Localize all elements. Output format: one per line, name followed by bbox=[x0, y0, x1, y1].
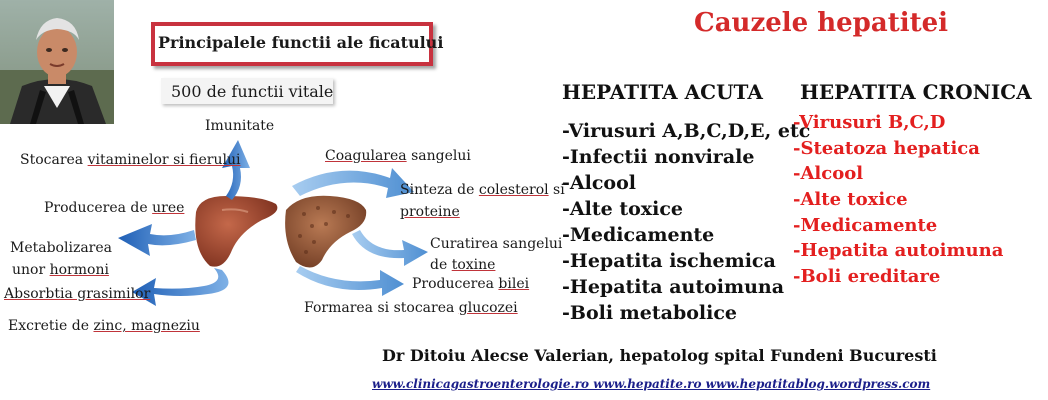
function-curatirea-underlined: toxine bbox=[451, 257, 496, 273]
function-absorbtia bbox=[4, 286, 150, 302]
list-item: -Hepatita autoimuna bbox=[793, 240, 1004, 262]
function-imunitate: Imunitate bbox=[205, 118, 275, 134]
function-producerea-bilei bbox=[412, 276, 529, 292]
website-links[interactable]: www.clinicagastroenterologie.ro www.hepatite.ro www.hepatitablog.wordpress.com bbox=[372, 377, 931, 391]
function-producerea-ureei bbox=[44, 200, 184, 216]
function-metabolizarea-underlined: hormoni bbox=[49, 262, 109, 278]
list-item: -Alte toxice bbox=[562, 198, 683, 220]
function-stocarea-underlined: vitaminelor si fierului bbox=[87, 152, 241, 168]
function-stocarea-pre: Stocarea bbox=[20, 152, 88, 168]
liver-left-icon bbox=[195, 196, 277, 267]
list-item: -Alcool bbox=[793, 163, 864, 185]
function-ureei-pre: Producerea de bbox=[44, 200, 153, 216]
arrow-vitamins-icon bbox=[222, 140, 250, 200]
function-bilei-underlined: bilei bbox=[498, 276, 530, 292]
list-item: -Boli ereditare bbox=[793, 266, 941, 288]
function-excretie-underlined: zinc, magneziu bbox=[93, 318, 200, 334]
vital-functions-label: 500 de functii vitale bbox=[171, 82, 334, 101]
function-ureei-underlined: uree bbox=[152, 200, 185, 216]
function-coagularea bbox=[325, 148, 471, 164]
function-metabolizarea-pre: unor bbox=[12, 262, 50, 278]
arrow-hormones-icon bbox=[118, 224, 196, 256]
function-sinteza-line2 bbox=[400, 204, 460, 220]
function-formarea-pre: Formarea si stocarea bbox=[304, 300, 459, 316]
list-item: -Medicamente bbox=[562, 224, 715, 246]
chronic-causes-list bbox=[793, 110, 1003, 290]
function-metabolizarea-line2 bbox=[12, 262, 109, 278]
list-item: -Alte toxice bbox=[793, 189, 908, 211]
function-excretie bbox=[8, 318, 200, 334]
function-formarea-underlined: glucozei bbox=[458, 300, 518, 316]
list-item: -Steatoza hepatica bbox=[793, 137, 980, 159]
function-sinteza-line2-underlined: proteine bbox=[400, 204, 460, 220]
list-item: -Hepatita autoimuna bbox=[562, 276, 785, 298]
functions-title: Principalele functii ale ficatului bbox=[158, 33, 444, 52]
function-sinteza-line1 bbox=[400, 182, 565, 198]
function-sinteza-pre: Sinteza de bbox=[400, 182, 479, 198]
function-curatirea-pre: de bbox=[430, 257, 452, 273]
function-excretie-pre: Excretie de bbox=[8, 318, 94, 334]
arrow-toxins-icon bbox=[352, 230, 428, 266]
function-stocarea bbox=[20, 152, 241, 168]
liver-right-icon bbox=[285, 196, 366, 268]
function-coagularea-underlined: Coagularea bbox=[325, 148, 407, 164]
author-credit: Dr Ditoiu Alecse Valerian, hepatolog spital Fundeni Bucuresti bbox=[382, 346, 937, 365]
function-coagularea-post: sangelui bbox=[406, 148, 471, 164]
causes-title: Cauzele hepatitei bbox=[694, 8, 949, 38]
list-item: -Hepatita ischemica bbox=[562, 250, 776, 272]
arrow-synthesis-icon bbox=[292, 168, 414, 198]
list-item: -Virusuri A,B,C,D,E, etc bbox=[562, 120, 811, 142]
list-item: -Infectii nonvirale bbox=[562, 146, 755, 168]
arrow-bile-icon bbox=[296, 266, 404, 296]
acute-causes-list bbox=[562, 118, 810, 326]
function-formarea bbox=[304, 300, 518, 316]
function-metabolizarea-line1: Metabolizarea bbox=[10, 240, 112, 256]
function-absorbtia-underlined: Absorbtia grasimilor bbox=[4, 286, 151, 302]
function-sinteza-underlined: colesterol bbox=[478, 182, 549, 198]
function-sinteza-post: si bbox=[548, 182, 565, 198]
function-curatirea-line2 bbox=[430, 257, 495, 273]
acute-heading: HEPATITA ACUTA bbox=[562, 80, 763, 104]
list-item: -Boli metabolice bbox=[562, 302, 737, 324]
chronic-heading: HEPATITA CRONICA bbox=[800, 80, 1032, 104]
function-bilei-pre: Producerea bbox=[412, 276, 499, 292]
list-item: -Medicamente bbox=[793, 214, 938, 236]
list-item: -Virusuri B,C,D bbox=[793, 112, 946, 133]
function-curatirea-line1: Curatirea sangelui bbox=[430, 236, 563, 252]
list-item: -Alcool bbox=[562, 172, 636, 194]
